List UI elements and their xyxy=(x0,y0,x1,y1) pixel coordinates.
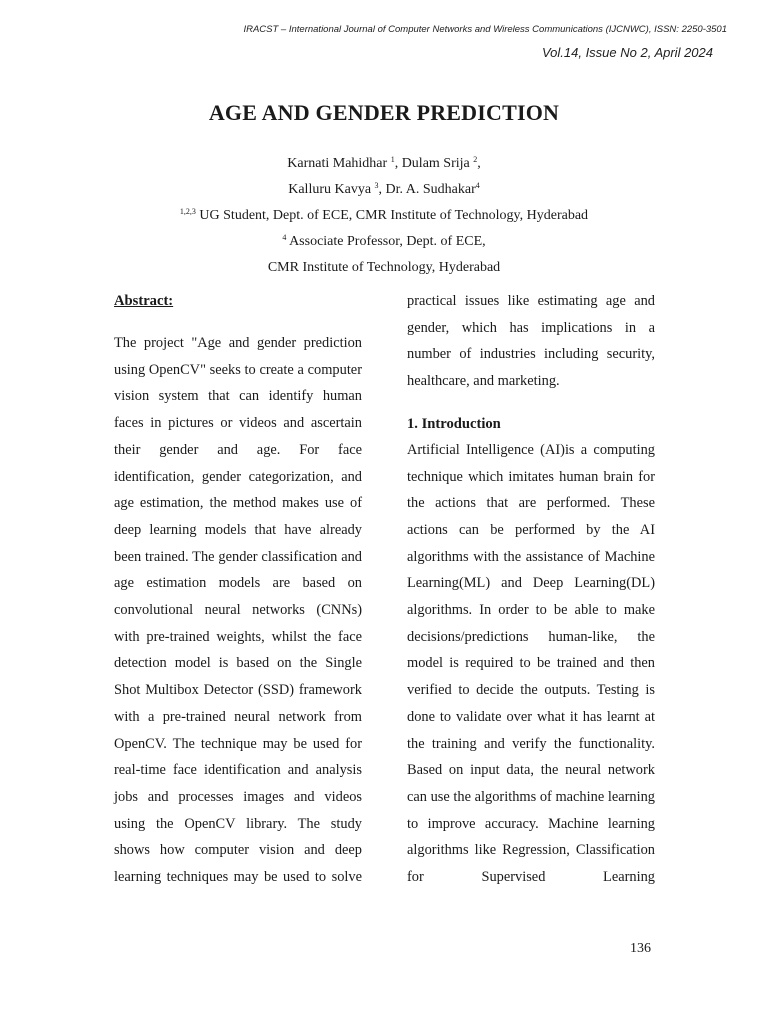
author-affiliation-mark: 2 xyxy=(473,155,478,164)
author-name: , Dulam Srija xyxy=(394,156,470,171)
author-affiliation-mark: 1 xyxy=(390,155,395,164)
affiliation-line-3: CMR Institute of Technology, Hyderabad xyxy=(267,260,501,275)
author-name: Kalluru Kavya xyxy=(288,182,372,197)
author-name: Karnati Mahidhar xyxy=(287,156,388,171)
affiliation-mark: 1,2,3 xyxy=(179,207,196,216)
page-number: 136 xyxy=(630,941,651,956)
affiliation-line-1 xyxy=(0,203,768,229)
author-name: , Dr. A. Sudhakar xyxy=(378,182,476,197)
right-column xyxy=(407,288,655,891)
authors-line-2 xyxy=(0,177,768,203)
affiliation-text: UG Student, Dept. of ECE, CMR Institute of Technology, Hyderabad xyxy=(195,208,589,223)
author-affiliation-mark: 3 xyxy=(374,181,379,190)
left-column xyxy=(114,288,362,891)
author-block xyxy=(0,151,768,281)
introduction-body: Artificial Intelligence (AI)is a computing technique which imitates human brain for the actions that are performed. These actions can be performed by the AI algorithms with the assistance of Machine Learning(ML) and Deep Learning(DL) algorithms. In order to be able to make decisions/predictions human-like, the model is required to be trained and then verified to decide the outputs. Testing is done to validate over what it has learnt at the training and verify the functionality. Based on input data, the neural network can use the algorithms of machine learning to improve accuracy. Machine learning algorithms like Regression, Classification for Supervised Learning xyxy=(407,441,655,886)
paper-title: AGE AND GENDER PREDICTION xyxy=(208,100,560,125)
abstract-heading: Abstract: xyxy=(114,293,174,309)
abstract-body: The project "Age and gender prediction using OpenCV" seeks to create a computer vision system that can identify human faces in pictures or videos and ascertain their gender and age. For face identification, gender categorization, and age estimation, the method makes use of deep learning models that have already been trained. The gender classification and age estimation models are based on convolutional neural networks (CNNs) with pre-trained weights, whilst the face detection model is based on the Single Shot Multibox Detector (SSD) framework with a pre-trained neural network from OpenCV. The technique may be used for real-time face identification and analysis jobs and processes images and videos using the OpenCV library. The study shows how computer vision and deep learning techniques may be used to solve xyxy=(114,335,362,886)
affiliation-line-2 xyxy=(0,229,768,255)
authors-line-1 xyxy=(0,151,768,177)
running-head: IRACST – International Journal of Computer Networks and Wireless Communications (IJCNWC), ISSN: 2250-3501 xyxy=(243,24,727,35)
author-separator: , xyxy=(477,156,481,171)
abstract-continuation: practical issues like estimating age and gender, which has implications in a number of industries including security, healthcare, and marketing. xyxy=(407,293,655,390)
volume-issue: Vol.14, Issue No 2, April 2024 xyxy=(541,45,713,60)
affiliation-text: Associate Professor, Dept. of ECE, xyxy=(286,234,486,249)
section-heading-introduction: 1. Introduction xyxy=(407,415,501,432)
affiliation-mark: 4 xyxy=(282,233,287,242)
author-affiliation-mark: 4 xyxy=(475,181,480,190)
